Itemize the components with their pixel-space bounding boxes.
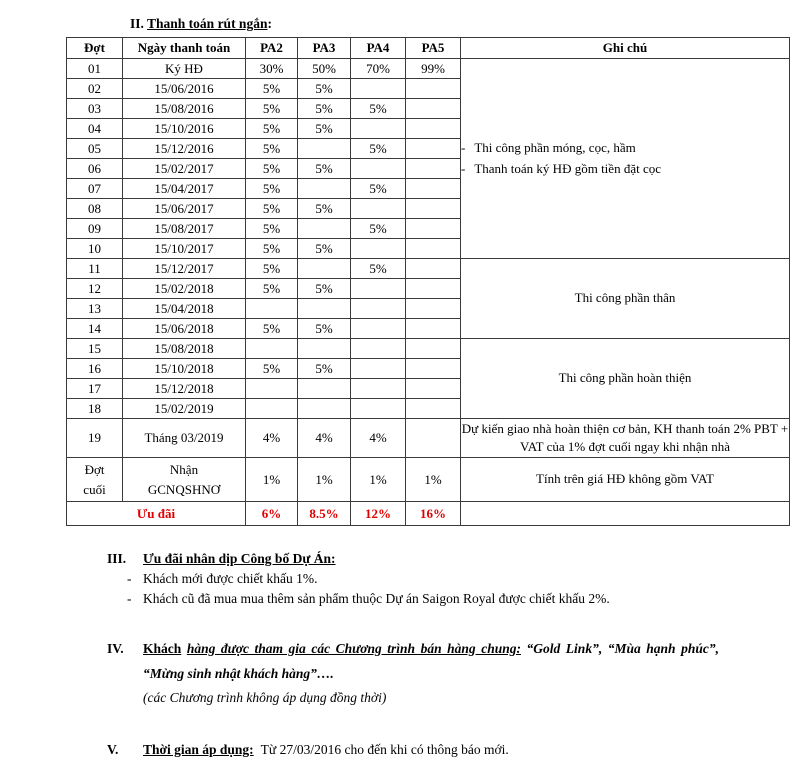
note-cell-row19: Dự kiến giao nhà hoàn thiện cơ bản, KH thanh toán 2% PBT + VAT của 1% đợt cuối ngay khi nhận nhà — [461, 419, 790, 458]
pa3-discount: 8.5% — [298, 502, 351, 526]
pa4-cell — [351, 199, 406, 219]
pa2-cell: 5% — [246, 239, 298, 259]
date-cell: 15/04/2018 — [123, 299, 246, 319]
pa5-cell — [406, 159, 461, 179]
document-page — [0, 16, 793, 757]
pa5-discount: 16% — [406, 502, 461, 526]
note-cell-empty — [461, 502, 790, 526]
dot-cell: 14 — [67, 319, 123, 339]
pa5-cell — [406, 259, 461, 279]
date-cell: 15/12/2016 — [123, 139, 246, 159]
pa3-cell: 1% — [298, 458, 351, 502]
program-names: “Gold Link”, “Mùa hạnh phúc”, “Mừng sinh nhật khách hàng”…. — [143, 641, 719, 681]
section-content — [143, 636, 719, 709]
column-header-pa2: PA2 — [246, 38, 298, 59]
dot-cell: 05 — [67, 139, 123, 159]
dash-bullet: - — [127, 591, 132, 606]
pa3-cell: 5% — [298, 199, 351, 219]
column-header-date: Ngày thanh toán — [123, 38, 246, 59]
pa2-cell — [246, 399, 298, 419]
pa2-cell: 5% — [246, 279, 298, 299]
pa3-cell: 4% — [298, 419, 351, 458]
pa2-cell — [246, 299, 298, 319]
pa3-cell: 5% — [298, 99, 351, 119]
pa4-cell: 1% — [351, 458, 406, 502]
heading-underlined-italic: hàng được tham gia các Chương trình bán hàng chung: — [186, 641, 521, 656]
pa4-cell — [351, 359, 406, 379]
pa5-cell — [406, 199, 461, 219]
pa3-cell — [298, 379, 351, 399]
pa2-cell: 5% — [246, 119, 298, 139]
pa3-cell: 5% — [298, 119, 351, 139]
dot-cell: 04 — [67, 119, 123, 139]
table-row — [67, 59, 790, 79]
dot-cell: 08 — [67, 199, 123, 219]
pa5-cell: 1% — [406, 458, 461, 502]
section-heading — [143, 636, 719, 686]
payment-schedule-table — [66, 37, 790, 526]
column-header-pa4: PA4 — [351, 38, 406, 59]
dot-cell: 03 — [67, 99, 123, 119]
pa3-cell — [298, 399, 351, 419]
date-cell: 15/12/2018 — [123, 379, 246, 399]
date-text: Nhận GCNQSHNƠ — [147, 462, 221, 497]
table-row — [67, 458, 790, 502]
promotion-label: Ưu đãi — [67, 502, 246, 526]
date-cell: Tháng 03/2019 — [123, 419, 246, 458]
pa2-cell: 5% — [246, 79, 298, 99]
document-sections — [107, 549, 719, 760]
pa2-cell: 5% — [246, 259, 298, 279]
dot-cell: 19 — [67, 419, 123, 458]
pa5-cell — [406, 99, 461, 119]
pa5-cell — [406, 79, 461, 99]
pa3-cell: 5% — [298, 359, 351, 379]
pa3-cell — [298, 219, 351, 239]
title-label: Thanh toán rút ngắn — [147, 16, 268, 31]
pa4-cell — [351, 79, 406, 99]
pa4-cell: 5% — [351, 139, 406, 159]
bullet-text: Khách mới được chiết khấu 1%. — [143, 571, 318, 586]
pa4-cell: 5% — [351, 99, 406, 119]
pa5-cell — [406, 219, 461, 239]
note-line — [461, 159, 789, 179]
pa3-cell — [298, 299, 351, 319]
dot-cell: 18 — [67, 399, 123, 419]
table-row — [67, 339, 790, 359]
section-text: Từ 27/03/2016 cho đến khi có thông báo mới. — [260, 742, 509, 757]
note-line — [461, 138, 789, 158]
pa2-cell: 30% — [246, 59, 298, 79]
pa5-cell — [406, 319, 461, 339]
pa2-cell: 5% — [246, 99, 298, 119]
pa2-cell: 4% — [246, 419, 298, 458]
pa3-cell — [298, 259, 351, 279]
dot-cell: 02 — [67, 79, 123, 99]
dot-cell: 17 — [67, 379, 123, 399]
title-numeral: II. — [130, 16, 144, 31]
pa5-cell — [406, 339, 461, 359]
section-iv — [107, 636, 719, 709]
note-text: Thi công phần móng, cọc, hầm — [474, 140, 636, 156]
table-row — [67, 259, 790, 279]
pa4-cell — [351, 399, 406, 419]
pa5-cell — [406, 179, 461, 199]
section-content — [127, 549, 719, 609]
section-numeral: IV. — [107, 641, 124, 656]
promotion-row — [67, 502, 790, 526]
pa4-cell — [351, 299, 406, 319]
note-cell-phase3: Thi công phần hoàn thiện — [461, 339, 790, 419]
dot-cell — [67, 458, 123, 502]
list-item — [127, 589, 719, 609]
title-suffix: : — [267, 16, 272, 31]
pa2-cell — [246, 379, 298, 399]
pa4-cell — [351, 339, 406, 359]
date-cell: 15/02/2019 — [123, 399, 246, 419]
section-iii — [107, 549, 719, 609]
pa2-cell: 5% — [246, 359, 298, 379]
bullet-list — [127, 569, 719, 609]
dot-cell: 11 — [67, 259, 123, 279]
date-cell: 15/08/2018 — [123, 339, 246, 359]
dot-cell: 06 — [67, 159, 123, 179]
pa3-cell — [298, 179, 351, 199]
dot-cell: 09 — [67, 219, 123, 239]
column-header-note: Ghi chú — [461, 38, 790, 59]
section-heading: Ưu đãi nhân dịp Công bố Dự Án: — [143, 551, 336, 566]
dash-bullet: - — [461, 160, 466, 176]
pa2-cell: 5% — [246, 139, 298, 159]
pa5-cell — [406, 399, 461, 419]
dot-text: Đợt cuối — [83, 462, 106, 497]
pa2-discount: 6% — [246, 502, 298, 526]
pa3-cell — [298, 139, 351, 159]
pa4-cell — [351, 119, 406, 139]
pa2-cell — [246, 339, 298, 359]
pa2-cell: 5% — [246, 159, 298, 179]
section-numeral: V. — [107, 742, 119, 757]
dot-cell: 15 — [67, 339, 123, 359]
date-cell: 15/04/2017 — [123, 179, 246, 199]
list-item — [127, 569, 719, 589]
table-header-row — [67, 38, 790, 59]
date-cell: 15/02/2017 — [123, 159, 246, 179]
column-header-pa5: PA5 — [406, 38, 461, 59]
date-cell: 15/10/2018 — [123, 359, 246, 379]
pa3-cell: 5% — [298, 319, 351, 339]
dash-bullet: - — [461, 140, 466, 156]
table-row — [67, 419, 790, 458]
pa5-cell — [406, 359, 461, 379]
pa4-cell — [351, 319, 406, 339]
heading-word: Khách — [143, 641, 182, 656]
dot-cell: 07 — [67, 179, 123, 199]
dot-cell: 12 — [67, 279, 123, 299]
date-cell: 15/12/2017 — [123, 259, 246, 279]
pa4-cell: 5% — [351, 259, 406, 279]
section-v — [107, 740, 719, 760]
pa4-cell — [351, 239, 406, 259]
pa5-cell — [406, 119, 461, 139]
pa5-cell — [406, 139, 461, 159]
pa5-cell: 99% — [406, 59, 461, 79]
note-cell-final: Tính trên giá HĐ không gồm VAT — [461, 458, 790, 502]
pa3-cell: 5% — [298, 79, 351, 99]
pa3-cell: 5% — [298, 279, 351, 299]
note-text: Thanh toán ký HĐ gồm tiền đặt cọc — [474, 160, 661, 176]
pa4-cell: 4% — [351, 419, 406, 458]
date-cell: 15/06/2018 — [123, 319, 246, 339]
date-cell — [123, 458, 246, 502]
date-cell: 15/08/2017 — [123, 219, 246, 239]
bullet-text: Khách cũ đã mua mua thêm sản phẩm thuộc Dự án Saigon Royal được chiết khấu 2%. — [143, 591, 610, 606]
pa3-cell: 5% — [298, 239, 351, 259]
section-numeral: III. — [107, 551, 127, 566]
note-cell-phase2: Thi công phần thân — [461, 259, 790, 339]
pa3-cell: 50% — [298, 59, 351, 79]
dot-cell: 16 — [67, 359, 123, 379]
pa4-cell — [351, 379, 406, 399]
pa2-cell: 5% — [246, 219, 298, 239]
page-title — [130, 16, 793, 32]
section-heading: Thời gian áp dụng: — [143, 742, 254, 757]
pa4-cell — [351, 279, 406, 299]
dot-cell: 13 — [67, 299, 123, 319]
pa2-cell: 1% — [246, 458, 298, 502]
section-note: (các Chương trình không áp dụng đồng thời) — [143, 690, 387, 705]
date-cell: 15/02/2018 — [123, 279, 246, 299]
pa4-discount: 12% — [351, 502, 406, 526]
pa4-cell: 5% — [351, 219, 406, 239]
note-cell-phase1 — [461, 59, 790, 259]
pa3-cell — [298, 339, 351, 359]
date-cell: 15/06/2017 — [123, 199, 246, 219]
dash-bullet: - — [127, 571, 132, 586]
pa2-cell: 5% — [246, 179, 298, 199]
pa2-cell: 5% — [246, 199, 298, 219]
dot-cell: 10 — [67, 239, 123, 259]
pa5-cell — [406, 279, 461, 299]
pa4-cell — [351, 159, 406, 179]
column-header-dot: Đợt — [67, 38, 123, 59]
date-cell: 15/08/2016 — [123, 99, 246, 119]
pa5-cell — [406, 379, 461, 399]
date-cell: Ký HĐ — [123, 59, 246, 79]
date-cell: 15/06/2016 — [123, 79, 246, 99]
pa5-cell — [406, 239, 461, 259]
date-cell: 15/10/2016 — [123, 119, 246, 139]
column-header-pa3: PA3 — [298, 38, 351, 59]
section-content — [143, 740, 719, 760]
pa3-cell: 5% — [298, 159, 351, 179]
date-cell: 15/10/2017 — [123, 239, 246, 259]
pa5-cell — [406, 299, 461, 319]
dot-cell: 01 — [67, 59, 123, 79]
pa4-cell: 5% — [351, 179, 406, 199]
pa2-cell: 5% — [246, 319, 298, 339]
pa5-cell — [406, 419, 461, 458]
pa4-cell: 70% — [351, 59, 406, 79]
